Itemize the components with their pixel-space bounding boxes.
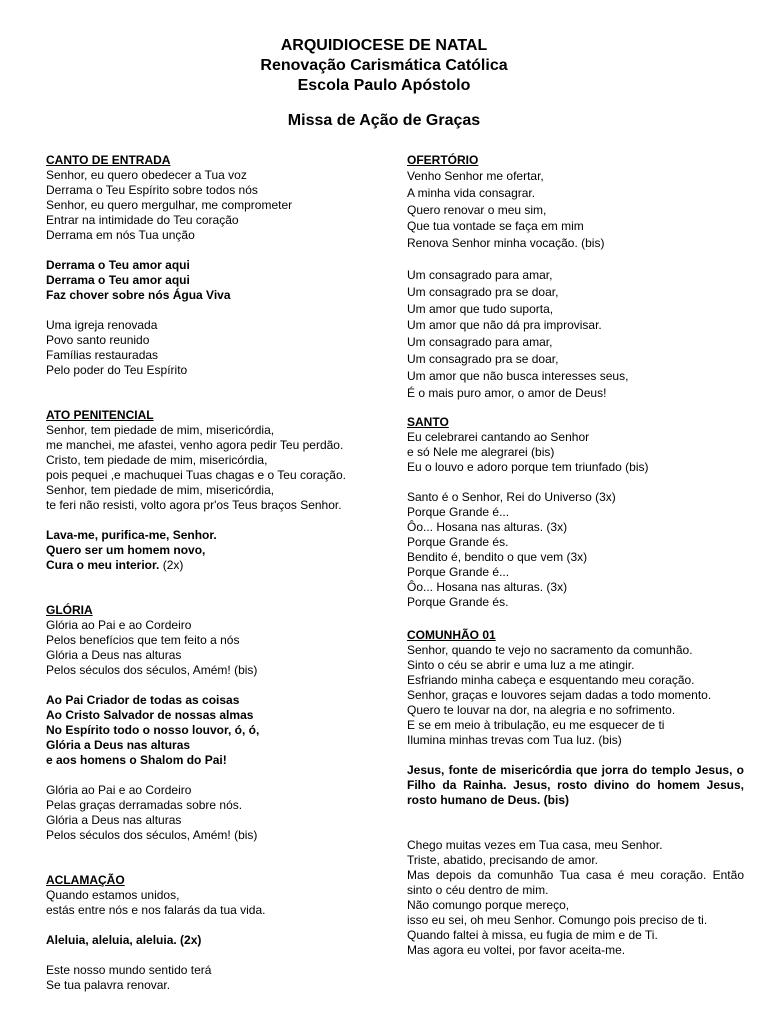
- lyric-line: Renova Senhor minha vocação. (bis): [407, 236, 605, 251]
- section-title: GLÓRIA: [46, 603, 93, 617]
- lyric-paragraph: Jesus, fonte de misericórdia que jorra do templo Jesus, o Filho da Rainha. Jesus, rosto divino do homem Jesus, rosto humano de Deus. (bis): [407, 763, 744, 808]
- lyric-line: Um consagrado para amar,: [407, 335, 553, 350]
- section-gloria: [46, 603, 386, 843]
- lyric-line: Pelos séculos dos séculos, Amém! (bis): [46, 663, 258, 677]
- lyric-line: E se em meio à tribulação, eu me esquecer de ti: [407, 718, 665, 733]
- movement-heading: Renovação Carismática Católica: [260, 57, 508, 74]
- lyric-line: Eu o louvo e adoro porque tem triunfado (bis): [407, 460, 649, 475]
- lyric-line: te feri não resisti, volto agora pr'os Teus braços Senhor.: [46, 498, 342, 512]
- lyric-line: Santo é o Senhor, Rei do Universo (3x): [407, 490, 616, 505]
- lyric-line: Glória a Deus nas alturas: [46, 813, 182, 827]
- section-ato-penitencial: [46, 408, 386, 573]
- refrain: [46, 693, 386, 768]
- refrain: [46, 528, 386, 573]
- lyric-line: Senhor, quando te vejo no sacramento da comunhão.: [407, 643, 693, 658]
- lyric-line: me manchei, me afastei, venho agora pedir Teu perdão.: [46, 438, 344, 452]
- lyric-line: Lava-me, purifica-me, Senhor.: [46, 528, 217, 542]
- lyric-line: Senhor, graças e louvores sejam dadas a todo momento.: [407, 688, 712, 703]
- lyric-line: isso eu sei, oh meu Senhor. Comungo pois preciso de ti.: [407, 913, 708, 928]
- archdiocese-heading: ARQUIDIOCESE DE NATAL: [280, 37, 488, 54]
- lyric-line: Um consagrado pra se doar,: [407, 351, 559, 366]
- lyric-line: Um consagrado pra se doar,: [407, 284, 559, 299]
- section-title: SANTO: [407, 415, 449, 430]
- lyric-line: [46, 558, 386, 573]
- lyric-line: Pelos benefícios que tem feito a nós: [46, 633, 240, 647]
- stanza: [46, 888, 386, 918]
- section-comunhao: [407, 628, 744, 958]
- lyric-line: Um amor que não dá pra improvisar.: [407, 318, 602, 333]
- lyric-line: Quero te louvar na dor, na alegria e no sofrimento.: [407, 703, 676, 718]
- lyric-line: Quando estamos unidos,: [46, 888, 180, 902]
- refrain: [407, 763, 744, 808]
- lyric-line: Cristo, tem piedade de mim, misericórdia,: [46, 453, 268, 467]
- lyric-line: Venho Senhor me ofertar,: [407, 169, 544, 183]
- lyric-line: e aos homens o Shalom do Pai!: [46, 753, 227, 767]
- lyric-line: estás entre nós e nos falarás da tua vida.: [46, 903, 266, 917]
- stanza: [46, 963, 386, 993]
- lyric-line: Porque Grande és.: [407, 535, 509, 550]
- section-santo: [407, 415, 744, 610]
- lyric-line: Pelas graças derramadas sobre nós.: [46, 798, 243, 812]
- lyric-paragraph: Mas depois da comunhão Tua casa é meu coração. Então sinto o céu dentro de mim.: [407, 868, 744, 898]
- school-heading: Escola Paulo Apóstolo: [297, 77, 471, 94]
- section-ofertorio: [407, 153, 744, 401]
- mass-title: Missa de Ação de Graças: [287, 112, 481, 129]
- stanza: [407, 490, 744, 610]
- stanza: [46, 618, 386, 678]
- stanza: [46, 783, 386, 843]
- lyric-line: Chego muitas vezes em Tua casa, meu Senhor.: [407, 838, 663, 853]
- lyric-line: Derrama o Teu Espírito sobre todos nós: [46, 183, 258, 197]
- lyric-line: Famílias restauradas: [46, 348, 159, 362]
- stanza: [407, 168, 744, 252]
- lyric-line: Bendito é, bendito o que vem (3x): [407, 550, 588, 565]
- lyric-line: Que tua vontade se faça em mim: [407, 219, 584, 234]
- lyric-line: Derrama o Teu amor aqui: [46, 258, 190, 272]
- lyric-line: Senhor, tem piedade de mim, misericórdia,: [46, 483, 275, 497]
- section-title: OFERTÓRIO: [407, 153, 479, 167]
- lyric-line: Entrar na intimidade do Teu coração: [46, 213, 239, 227]
- lyric-line: Quero ser um homem novo,: [46, 543, 206, 557]
- lyric-line: Este nosso mundo sentido terá: [46, 963, 212, 977]
- lyric-line: Ôo... Hosana nas alturas. (3x): [407, 580, 568, 595]
- lyric-text: Cura o meu interior.: [46, 558, 160, 572]
- lyric-line: Porque Grande és.: [407, 595, 509, 610]
- lyric-line: Pelo poder do Teu Espírito: [46, 363, 188, 377]
- lyric-line: Glória a Deus nas alturas: [46, 738, 191, 752]
- lyric-line: Um consagrado para amar,: [407, 267, 553, 282]
- lyric-line: Quero renovar o meu sim,: [407, 202, 547, 217]
- lyric-line: Senhor, tem piedade de mim, misericórdia,: [46, 423, 275, 437]
- lyric-line: Quando faltei à missa, eu fugia de mim e de Ti.: [407, 928, 658, 943]
- lyric-line: Mas agora eu voltei, por favor aceita-me.: [407, 943, 626, 958]
- lyric-line: Glória ao Pai e ao Cordeiro: [46, 618, 192, 632]
- lyric-line: Porque Grande é...: [407, 565, 510, 580]
- lyric-line: Esfriando minha cabeça e esquentando meu coração.: [407, 673, 695, 688]
- section-title: ATO PENITENCIAL: [46, 408, 154, 422]
- section-aclamacao: [46, 873, 386, 993]
- lyric-line: Eu celebrarei cantando ao Senhor: [407, 430, 590, 445]
- left-column: [46, 153, 386, 993]
- right-column: [407, 153, 744, 958]
- lyric-line: Um amor que não busca interesses seus,: [407, 368, 629, 383]
- lyric-line: Ao Cristo Salvador de nossas almas: [46, 708, 254, 722]
- section-canto-entrada: [46, 153, 386, 378]
- lyric-line: Porque Grande é...: [407, 505, 510, 520]
- stanza: [46, 423, 386, 513]
- refrain: [46, 258, 386, 303]
- lyric-line: É o mais puro amor, o amor de Deus!: [407, 385, 607, 400]
- stanza: [407, 430, 744, 475]
- lyric-line: Ilumina minhas trevas com Tua luz. (bis): [407, 733, 622, 748]
- stanza: [46, 318, 386, 378]
- lyric-line: Aleluia, aleluia, aleluia. (2x): [46, 933, 202, 947]
- lyric-line: Ôo... Hosana nas alturas. (3x): [407, 520, 568, 535]
- lyric-line: Povo santo reunido: [46, 333, 150, 347]
- lyric-line: Sinto o céu se abrir e uma luz a me atingir.: [407, 658, 635, 673]
- stanza: [407, 267, 744, 401]
- lyric-line: Derrama o Teu amor aqui: [46, 273, 190, 287]
- lyric-line: Uma igreja renovada: [46, 318, 158, 332]
- lyric-line: Glória ao Pai e ao Cordeiro: [46, 783, 192, 797]
- lyric-line: Pelos séculos dos séculos, Amém! (bis): [46, 828, 258, 842]
- stanza: [407, 838, 744, 958]
- section-title: COMUNHÃO 01: [407, 628, 496, 643]
- section-title: CANTO DE ENTRADA: [46, 153, 171, 167]
- lyric-line: Se tua palavra renovar.: [46, 978, 171, 992]
- lyric-line: Senhor, eu quero obedecer a Tua voz: [46, 168, 247, 182]
- lyric-line: Não comungo porque mereço,: [407, 898, 570, 913]
- stanza: [407, 643, 744, 748]
- lyric-line: pois pequei ,e machuquei Tuas chagas e o Teu coração.: [46, 468, 346, 482]
- lyric-line: Glória a Deus nas alturas: [46, 648, 182, 662]
- document-header: [0, 36, 768, 131]
- section-title: ACLAMAÇÃO: [46, 873, 125, 887]
- lyric-line: Triste, abatido, precisando de amor.: [407, 853, 598, 868]
- lyric-line: Ao Pai Criador de todas as coisas: [46, 693, 240, 707]
- repeat-note: (2x): [159, 558, 184, 572]
- stanza: [46, 168, 386, 243]
- lyric-line: Faz chover sobre nós Água Viva: [46, 288, 231, 302]
- lyric-line: Senhor, eu quero mergulhar, me comprometer: [46, 198, 293, 212]
- lyric-line: No Espírito todo o nosso louvor, ó, ó,: [46, 723, 260, 737]
- lyric-line: Um amor que tudo suporta,: [407, 301, 554, 316]
- refrain: [46, 933, 386, 948]
- lyric-line: e só Nele me alegrarei (bis): [407, 445, 555, 460]
- lyric-line: A minha vida consagrar.: [407, 185, 536, 200]
- lyric-line: Derrama em nós Tua unção: [46, 228, 195, 242]
